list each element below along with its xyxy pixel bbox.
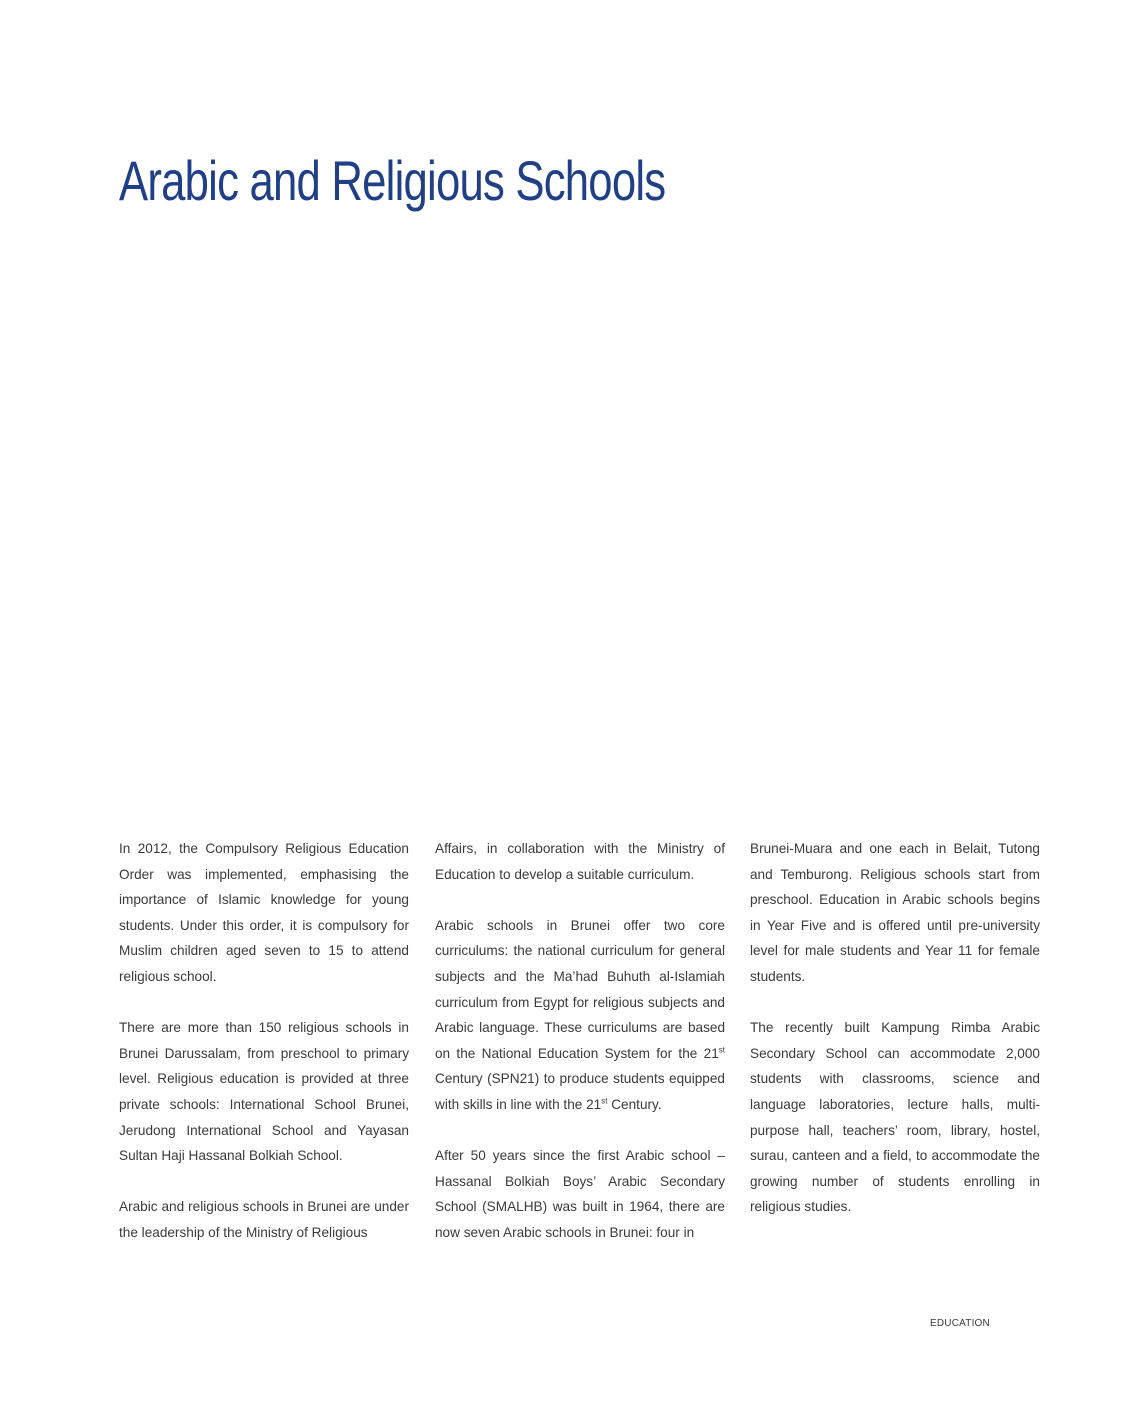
ordinal-superscript: st xyxy=(601,1096,608,1106)
text-column-3 xyxy=(750,836,1040,1246)
paragraph-text: Century (SPN21) to produce students equipped with skills in line with the 21 xyxy=(435,1071,725,1112)
paragraph: After 50 years since the first Arabic school – Hassanal Bolkiah Boys’ Arabic Secondary School (SMALHB) was built in 1964, there are now seven Arabic schools in Brunei: four in xyxy=(435,1148,725,1240)
text-column-1 xyxy=(119,836,409,1271)
ordinal-superscript: st xyxy=(718,1045,725,1055)
section-footer-label: EDUCATION xyxy=(930,1318,990,1329)
paragraph-with-superscripts xyxy=(435,913,725,1118)
paragraph: Arabic and religious schools in Brunei are under the leadership of the Ministry of Religious xyxy=(119,1199,409,1240)
paragraph: Affairs, in collaboration with the Ministry of Education to develop a suitable curriculum. xyxy=(435,841,725,882)
paragraph: Brunei-Muara and one each in Belait, Tutong and Temburong. Religious schools start from preschool. Education in Arabic schools begins in Year Five and is offered until pre-university level for male students and Year 11 for female students. xyxy=(750,841,1040,984)
text-column-2 xyxy=(435,836,725,1271)
paragraph: In 2012, the Compulsory Religious Education Order was implemented, emphasising the importance of Islamic knowledge for young students. Under this order, it is compulsory for Muslim children aged seven to 15 to attend religious school. xyxy=(119,841,409,984)
paragraph-text: Century. xyxy=(607,1096,662,1112)
page-title: Arabic and Religious Schools xyxy=(119,149,666,212)
paragraph: There are more than 150 religious schools in Brunei Darussalam, from preschool to primary level. Religious education is provided at three private schools: International School Brunei, Jerudong International School and Yayasan Sultan Haji Hassanal Bolkiah School. xyxy=(119,1020,409,1164)
paragraph: The recently built Kampung Rimba Arabic Secondary School can accommodate 2,000 students with classrooms, science and language laboratories, lecture halls, multi-purpose hall, teachers’ room, library, hostel, surau, canteen and a field, to accommodate the growing number of students enrolling in religious studies. xyxy=(750,1020,1040,1215)
paragraph-text: Arabic schools in Brunei offer two core curriculums: the national curriculum for general subjects and the Ma’had Buhuth al-Islamiah curriculum from Egypt for religious subjects and Arabic language. These curriculums are based on the National Education System for the 21 xyxy=(435,917,725,1061)
